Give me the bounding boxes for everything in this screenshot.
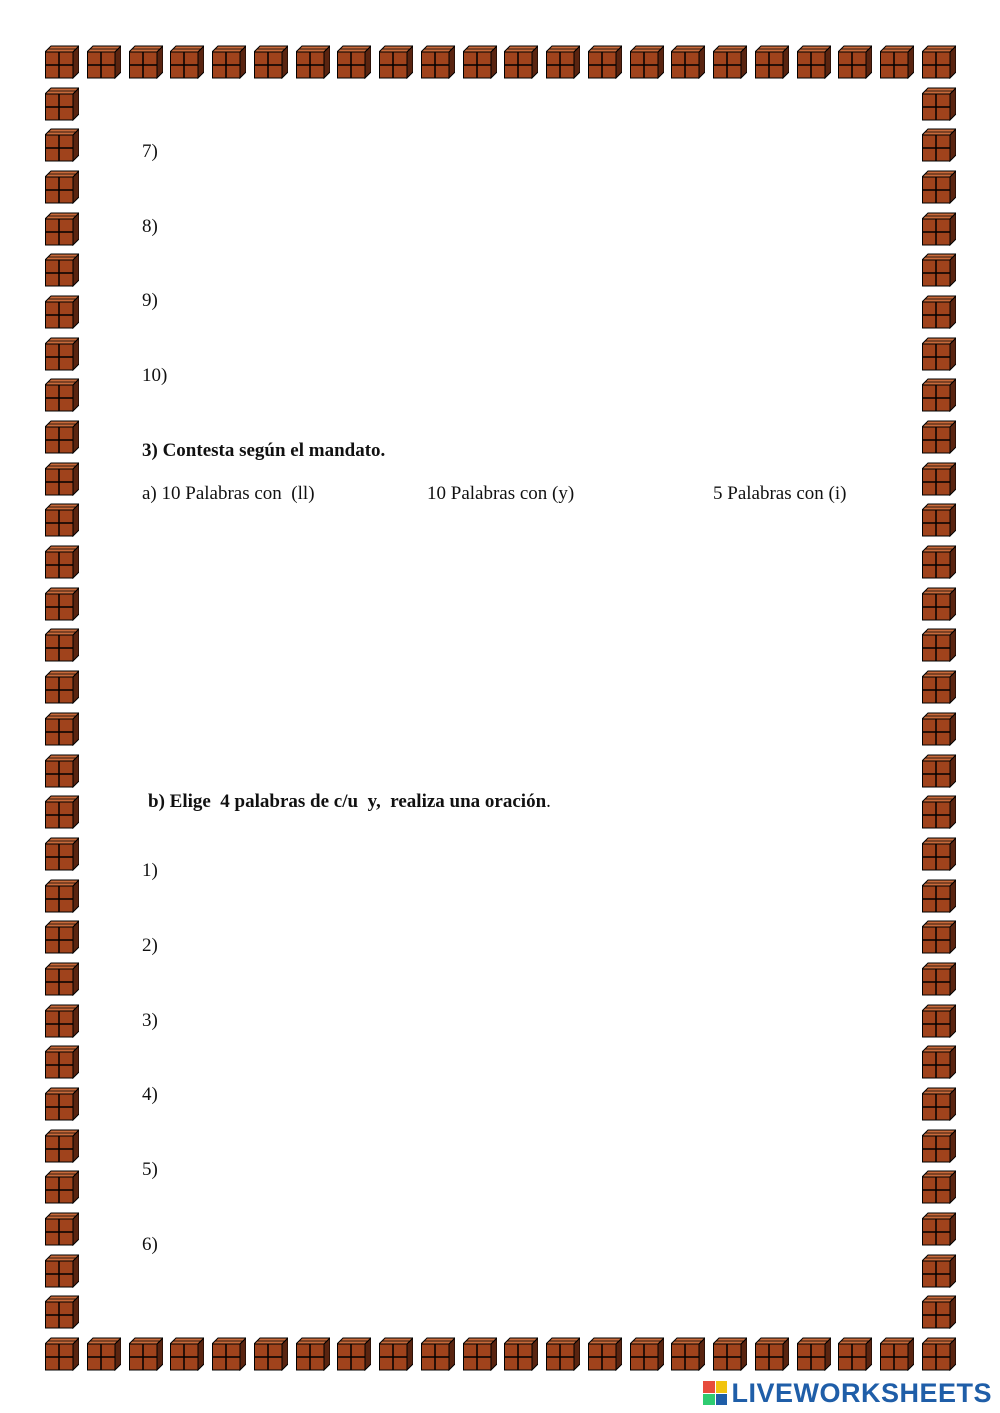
brick-cube-icon bbox=[45, 128, 79, 162]
brick-cube-icon bbox=[45, 837, 79, 871]
brick-cube-icon bbox=[45, 378, 79, 412]
brick-cube-icon bbox=[45, 45, 79, 79]
brick-cube-icon bbox=[922, 628, 956, 662]
brick-cube-icon bbox=[296, 1337, 330, 1371]
brick-cube-icon bbox=[87, 45, 121, 79]
brick-cube-icon bbox=[922, 1087, 956, 1121]
brick-cube-icon bbox=[421, 45, 455, 79]
brick-cube-icon bbox=[922, 1045, 956, 1079]
list-item-1: 1) bbox=[142, 860, 158, 881]
list-item-4: 4) bbox=[142, 1084, 158, 1105]
brick-cube-icon bbox=[45, 1045, 79, 1079]
brick-cube-icon bbox=[45, 879, 79, 913]
section-3-heading: 3) Contesta según el mandato. bbox=[142, 440, 386, 461]
brick-cube-icon bbox=[45, 337, 79, 371]
brick-cube-icon bbox=[880, 1337, 914, 1371]
brick-cube-icon bbox=[671, 45, 705, 79]
list-item-8: 8) bbox=[142, 216, 158, 237]
brick-cube-icon bbox=[45, 170, 79, 204]
list-item-6: 6) bbox=[142, 1234, 158, 1255]
column-header-i: 5 Palabras con (i) bbox=[713, 483, 847, 504]
brick-cube-icon bbox=[713, 45, 747, 79]
brick-cube-icon bbox=[45, 795, 79, 829]
brick-cube-icon bbox=[45, 1087, 79, 1121]
brick-cube-icon bbox=[45, 1337, 79, 1371]
list-item-10: 10) bbox=[142, 365, 168, 386]
brick-cube-icon bbox=[504, 45, 538, 79]
brick-cube-icon bbox=[880, 45, 914, 79]
brick-cube-icon bbox=[797, 45, 831, 79]
list-item-5: 5) bbox=[142, 1159, 158, 1180]
brick-cube-icon bbox=[45, 87, 79, 121]
brick-cube-icon bbox=[45, 545, 79, 579]
brick-cube-icon bbox=[337, 45, 371, 79]
section-b-heading-period: . bbox=[546, 791, 551, 812]
brick-cube-icon bbox=[922, 295, 956, 329]
brick-cube-icon bbox=[45, 462, 79, 496]
brick-cube-icon bbox=[45, 962, 79, 996]
brick-cube-icon bbox=[212, 1337, 246, 1371]
brick-cube-icon bbox=[504, 1337, 538, 1371]
brick-cube-icon bbox=[755, 45, 789, 79]
brick-cube-icon bbox=[922, 712, 956, 746]
brick-cube-icon bbox=[797, 1337, 831, 1371]
footer-brand-text: LIVEWORKSHEETS bbox=[731, 1377, 992, 1408]
brick-cube-icon bbox=[922, 754, 956, 788]
brick-cube-icon bbox=[45, 503, 79, 537]
brick-cube-icon bbox=[45, 212, 79, 246]
brick-cube-icon bbox=[922, 879, 956, 913]
column-header-ll: a) 10 Palabras con (ll) bbox=[142, 483, 315, 504]
brick-cube-icon bbox=[45, 295, 79, 329]
brick-cube-icon bbox=[379, 1337, 413, 1371]
brick-cube-icon bbox=[463, 1337, 497, 1371]
list-item-9: 9) bbox=[142, 290, 158, 311]
brick-cube-icon bbox=[129, 1337, 163, 1371]
brick-cube-icon bbox=[45, 628, 79, 662]
list-item-2: 2) bbox=[142, 935, 158, 956]
brick-cube-icon bbox=[922, 212, 956, 246]
brick-cube-icon bbox=[45, 1295, 79, 1329]
brick-cube-icon bbox=[922, 1212, 956, 1246]
brick-cube-icon bbox=[379, 45, 413, 79]
liveworksheets-logo-icon bbox=[703, 1381, 727, 1405]
brick-cube-icon bbox=[630, 45, 664, 79]
brick-cube-icon bbox=[922, 962, 956, 996]
brick-cube-icon bbox=[45, 420, 79, 454]
brick-cube-icon bbox=[922, 795, 956, 829]
brick-cube-icon bbox=[254, 1337, 288, 1371]
brick-cube-icon bbox=[296, 45, 330, 79]
brick-cube-icon bbox=[45, 1170, 79, 1204]
brick-cube-icon bbox=[337, 1337, 371, 1371]
brick-cube-icon bbox=[922, 837, 956, 871]
section-b-heading-text: b) Elige 4 palabras de c/u y, realiza una oración bbox=[148, 791, 547, 812]
brick-cube-icon bbox=[254, 45, 288, 79]
brick-cube-icon bbox=[45, 253, 79, 287]
brick-cube-icon bbox=[45, 1254, 79, 1288]
brick-cube-icon bbox=[463, 45, 497, 79]
brick-cube-icon bbox=[546, 45, 580, 79]
brick-cube-icon bbox=[45, 1129, 79, 1163]
brick-cube-icon bbox=[922, 1170, 956, 1204]
list-item-3: 3) bbox=[142, 1010, 158, 1031]
brick-cube-icon bbox=[45, 920, 79, 954]
brick-cube-icon bbox=[922, 128, 956, 162]
brick-cube-icon bbox=[129, 45, 163, 79]
brick-cube-icon bbox=[922, 920, 956, 954]
brick-cube-icon bbox=[588, 1337, 622, 1371]
brick-cube-icon bbox=[588, 45, 622, 79]
brick-cube-icon bbox=[922, 545, 956, 579]
brick-cube-icon bbox=[87, 1337, 121, 1371]
brick-cube-icon bbox=[45, 1212, 79, 1246]
brick-cube-icon bbox=[922, 1295, 956, 1329]
brick-cube-icon bbox=[922, 1254, 956, 1288]
brick-cube-icon bbox=[922, 1129, 956, 1163]
brick-cube-icon bbox=[922, 253, 956, 287]
brick-cube-icon bbox=[922, 1004, 956, 1038]
liveworksheets-footer bbox=[703, 1379, 992, 1407]
brick-cube-icon bbox=[922, 420, 956, 454]
brick-cube-icon bbox=[170, 1337, 204, 1371]
brick-cube-icon bbox=[755, 1337, 789, 1371]
brick-cube-icon bbox=[45, 1004, 79, 1038]
brick-cube-icon bbox=[838, 1337, 872, 1371]
brick-cube-icon bbox=[212, 45, 246, 79]
brick-cube-icon bbox=[922, 503, 956, 537]
brick-cube-icon bbox=[922, 45, 956, 79]
list-item-7: 7) bbox=[142, 141, 158, 162]
column-header-y: 10 Palabras con (y) bbox=[427, 483, 575, 504]
brick-cube-icon bbox=[922, 378, 956, 412]
brick-cube-icon bbox=[922, 337, 956, 371]
brick-cube-icon bbox=[546, 1337, 580, 1371]
brick-cube-icon bbox=[922, 87, 956, 121]
brick-cube-icon bbox=[922, 670, 956, 704]
section-b-heading bbox=[148, 791, 551, 813]
brick-cube-icon bbox=[922, 170, 956, 204]
brick-cube-icon bbox=[170, 45, 204, 79]
brick-cube-icon bbox=[45, 670, 79, 704]
brick-cube-icon bbox=[630, 1337, 664, 1371]
brick-cube-icon bbox=[713, 1337, 747, 1371]
brick-cube-icon bbox=[45, 587, 79, 621]
brick-cube-icon bbox=[838, 45, 872, 79]
brick-cube-icon bbox=[922, 587, 956, 621]
brick-cube-icon bbox=[45, 712, 79, 746]
brick-cube-icon bbox=[922, 1337, 956, 1371]
brick-cube-icon bbox=[45, 754, 79, 788]
brick-cube-icon bbox=[922, 462, 956, 496]
brick-cube-icon bbox=[421, 1337, 455, 1371]
brick-cube-icon bbox=[671, 1337, 705, 1371]
